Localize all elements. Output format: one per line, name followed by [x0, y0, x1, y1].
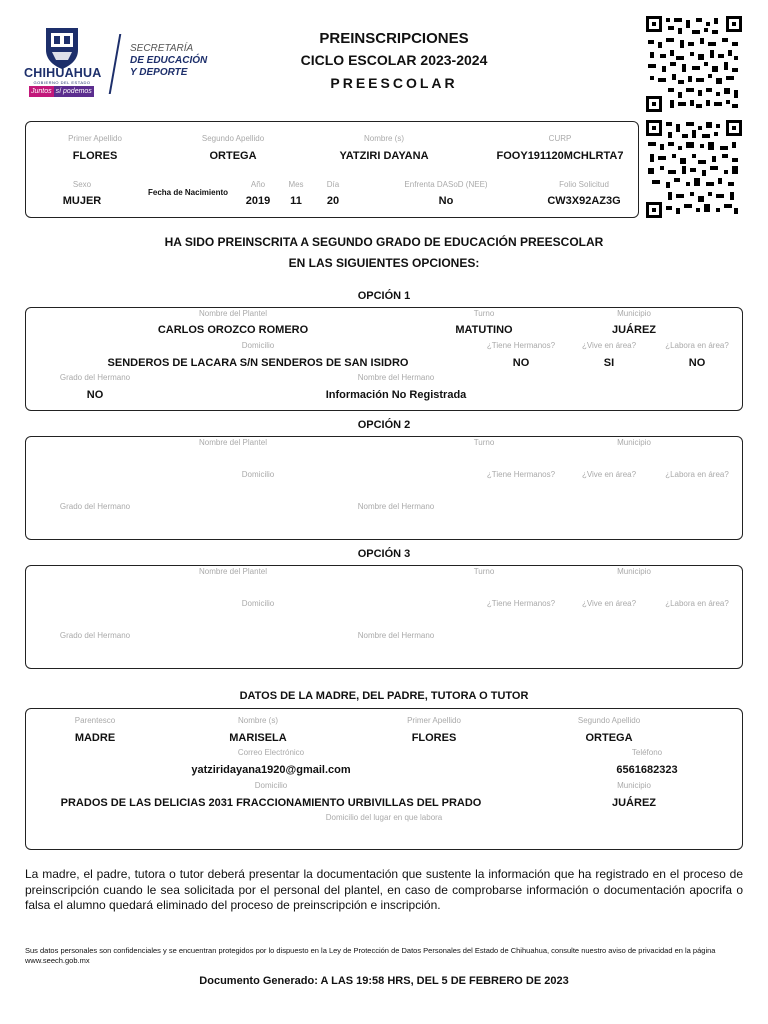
nombre-value: YATZIRI DAYANA [339, 150, 429, 162]
opcion3-grado-label: Grado del Hermano [59, 631, 131, 640]
opcion1-turno-value: MATUTINO [455, 324, 513, 336]
opcion3-hermanos-label: ¿Tiene Hermanos? [486, 599, 556, 608]
opcion1-turno-label: Turno [473, 309, 495, 318]
folio-label: Folio Solicitud [559, 180, 609, 189]
secretaria-line3: Y DEPORTE [130, 67, 188, 78]
opcion2-plantel-label: Nombre del Plantel [198, 438, 268, 447]
parent-nombre-value: MARISELA [229, 732, 287, 744]
announcement-line1: HA SIDO PREINSCRITA A SEGUNDO GRADO DE EDUCACIÓN PREESCOLAR [164, 235, 604, 249]
opcion3-domicilio-label: Domicilio [241, 599, 275, 608]
opcion1-municipio-label: Municipio [617, 309, 651, 318]
state-logo [24, 26, 100, 100]
folio-value: CW3X92AZ3G [547, 195, 621, 207]
opcion2-domicilio-label: Domicilio [241, 470, 275, 479]
correo-value: yatziridayana1920@gmail.com [191, 764, 351, 776]
segundo-apellido-label: Segundo Apellido [201, 134, 265, 143]
opcion3-turno-label: Turno [473, 567, 495, 576]
opcion1-hermanos-value: NO [512, 357, 530, 369]
opcion1-domicilio-label: Domicilio [241, 341, 275, 350]
logo-subtext: GOBIERNO DEL ESTADO [33, 80, 91, 85]
opcion1-title: OPCIÓN 1 [357, 290, 411, 302]
slogan-part-b: sí podemos [55, 88, 92, 95]
opcion3-nombre-hermano-label: Nombre del Hermano [357, 631, 435, 640]
opcion1-vive-label: ¿Vive en área? [581, 341, 637, 350]
telefono-value: 6561682323 [616, 764, 678, 776]
logo-text: CHIHUAHUA [24, 66, 102, 80]
opcion3-municipio-label: Municipio [617, 567, 651, 576]
telefono-label: Teléfono [631, 748, 663, 757]
correo-label: Correo Electrónico [237, 748, 305, 757]
opcion2-box [25, 436, 743, 540]
mes-label: Mes [288, 180, 304, 189]
opcion2-labora-label: ¿Labora en área? [665, 470, 729, 479]
opcion2-nombre-hermano-label: Nombre del Hermano [357, 502, 435, 511]
opcion3-labora-label: ¿Labora en área? [665, 599, 729, 608]
generated-timestamp: Documento Generado: A LAS 19:58 HRS, DEL 5 DE FEBRERO DE 2023 [199, 975, 569, 987]
opcion1-nombre-hermano-label: Nombre del Hermano [357, 373, 435, 382]
parent-section-title: DATOS DE LA MADRE, DEL PADRE, TUTORA O TUTOR [239, 690, 529, 702]
opcion1-vive-value: SI [603, 357, 615, 369]
parent-municipio-label: Municipio [617, 781, 651, 790]
opcion2-hermanos-label: ¿Tiene Hermanos? [486, 470, 556, 479]
curp-label: CURP [548, 134, 572, 143]
parent-segundo-apellido-label: Segundo Apellido [577, 716, 641, 725]
opcion1-municipio-value: JUÁREZ [611, 324, 657, 336]
parentesco-label: Parentesco [74, 716, 116, 725]
primer-apellido-value: FLORES [72, 150, 118, 162]
opcion3-box [25, 565, 743, 669]
anio-value: 2019 [245, 195, 271, 207]
logo-divider [109, 34, 121, 94]
opcion2-turno-label: Turno [473, 438, 495, 447]
dia-value: 20 [326, 195, 340, 207]
opcion1-domicilio-value: SENDEROS DE LACARA S/N SENDEROS DE SAN ISIDRO [107, 357, 409, 369]
disclaimer-paragraph: La madre, el padre, tutora o tutor deberá presentar la documentación que sustente la información que ha registrado en el proceso de preinscripción cuando le sea solicitada por el personal del plantel, en caso de comprobarse información o documentación apocrifa o falsa el alumno quedará eliminado del proceso de preinscripción e inscripción. [25, 867, 743, 912]
parentesco-value: MADRE [74, 732, 116, 744]
opcion1-labora-label: ¿Labora en área? [665, 341, 729, 350]
domicilio-labora-label: Domicilio del lugar en que labora [325, 813, 443, 822]
nombre-label: Nombre (s) [363, 134, 405, 143]
title-ciclo: CICLO ESCOLAR 2023-2024 [300, 52, 488, 68]
anio-label: Año [250, 180, 266, 189]
nee-label: Enfrenta DASoD (NEE) [404, 180, 488, 189]
slogan-badge [29, 86, 94, 97]
nee-value: No [438, 195, 454, 207]
dia-label: Día [326, 180, 340, 189]
opcion1-grado-value: NO [86, 389, 104, 401]
secretaria-text [130, 43, 207, 79]
opcion2-title: OPCIÓN 2 [357, 419, 411, 431]
sexo-value: MUJER [62, 195, 102, 207]
opcion2-grado-label: Grado del Hermano [59, 502, 131, 511]
opcion2-vive-label: ¿Vive en área? [581, 470, 637, 479]
fecha-nacimiento-label: Fecha de Nacimiento [147, 188, 229, 197]
opcion1-plantel-label: Nombre del Plantel [198, 309, 268, 318]
coat-of-arms-icon [42, 26, 82, 70]
qr-code-bottom [646, 120, 742, 218]
segundo-apellido-value: ORTEGA [209, 150, 257, 162]
opcion3-plantel-label: Nombre del Plantel [198, 567, 268, 576]
title-nivel: PREESCOLAR [330, 75, 458, 91]
parent-domicilio-value: PRADOS DE LAS DELICIAS 2031 FRACCIONAMIENTO URBIVILLAS DEL PRADO [60, 797, 482, 809]
title-preinscripciones: PREINSCRIPCIONES [319, 30, 469, 47]
parent-domicilio-label: Domicilio [254, 781, 288, 790]
mes-value: 11 [290, 195, 302, 207]
opcion1-hermanos-label: ¿Tiene Hermanos? [486, 341, 556, 350]
primer-apellido-label: Primer Apellido [68, 134, 122, 143]
qr-code-top [646, 16, 742, 112]
parent-primer-apellido-label: Primer Apellido [407, 716, 461, 725]
slogan-part-a: Juntos [31, 88, 52, 95]
parent-info-box [25, 708, 743, 850]
parent-nombre-label: Nombre (s) [237, 716, 279, 725]
parent-segundo-apellido-value: ORTEGA [585, 732, 633, 744]
secretaria-line1: SECRETARÍA [130, 43, 194, 54]
parent-municipio-value: JUÁREZ [611, 797, 657, 809]
curp-value: FOOY191120MCHLRTA7 [496, 150, 624, 162]
opcion1-grado-label: Grado del Hermano [59, 373, 131, 382]
opcion1-plantel-value: CARLOS OROZCO ROMERO [157, 324, 309, 336]
parent-primer-apellido-value: FLORES [411, 732, 457, 744]
opcion1-nombre-hermano-value: Información No Registrada [325, 389, 467, 401]
opcion3-title: OPCIÓN 3 [357, 548, 411, 560]
sexo-label: Sexo [72, 180, 92, 189]
secretaria-line2: DE EDUCACIÓN [130, 55, 208, 66]
opcion1-labora-value: NO [688, 357, 706, 369]
privacy-notice: Sus datos personales son confidenciales y se encuentran protegidos por lo dispuesto en la Ley de Protección de Datos Personales del Estado de Chihuahua, consulte nuestro aviso de privacidad en la página www.seech.gob.mx [25, 946, 716, 965]
opcion2-municipio-label: Municipio [617, 438, 651, 447]
opcion3-vive-label: ¿Vive en área? [581, 599, 637, 608]
announcement-line2: EN LAS SIGUIENTES OPCIONES: [288, 256, 480, 270]
